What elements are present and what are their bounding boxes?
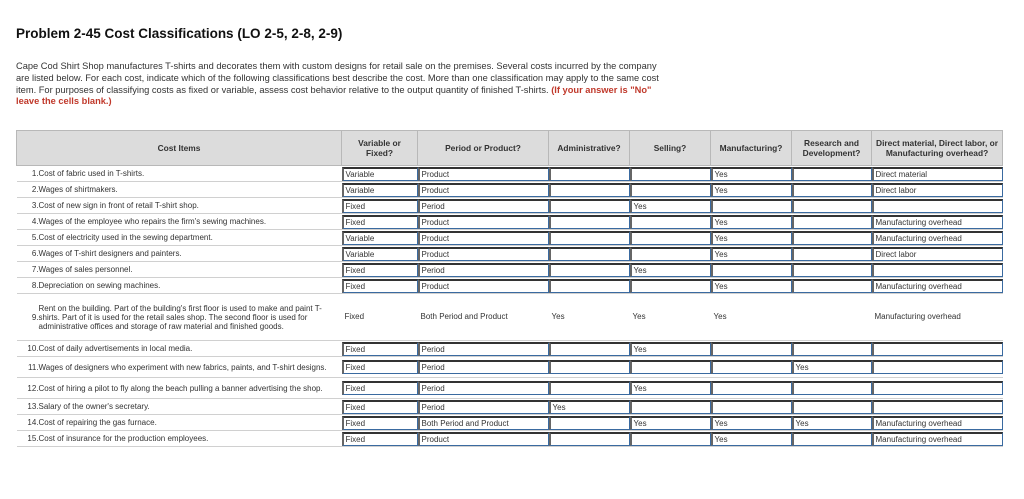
table-row — [17, 262, 1003, 278]
research-input[interactable]: Yes — [792, 360, 872, 374]
row-number: 10. — [17, 341, 39, 357]
administrative-input[interactable] — [549, 263, 630, 277]
period-product-cell — [418, 230, 549, 246]
period-product-cell — [418, 166, 549, 182]
manufacturing-cell — [711, 378, 792, 399]
period-product-input[interactable]: Period — [418, 381, 549, 395]
variable-fixed-input[interactable]: Variable — [342, 231, 418, 245]
row-number: 3. — [17, 198, 39, 214]
cost-item-label: Cost of electricity used in the sewing department. — [39, 230, 342, 246]
manufacturing-input[interactable]: Yes — [711, 215, 792, 229]
research-cell — [792, 431, 872, 447]
manufacturing-input[interactable]: Yes — [711, 247, 792, 261]
direct-cell — [872, 415, 1003, 431]
research-cell — [792, 246, 872, 262]
variable-fixed-cell — [342, 357, 418, 378]
variable-fixed-cell — [342, 182, 418, 198]
cost-item-label: Wages of the employee who repairs the firm's sewing machines. — [39, 214, 342, 230]
variable-fixed-cell — [342, 399, 418, 415]
cost-item-label: Salary of the owner's secretary. — [39, 399, 342, 415]
selling-cell — [630, 230, 711, 246]
header-cost-items: Cost Items — [17, 131, 342, 166]
research-input[interactable] — [792, 167, 872, 181]
direct-input[interactable] — [872, 360, 1003, 374]
selling-cell — [630, 399, 711, 415]
research-cell — [792, 399, 872, 415]
cost-classification-table — [16, 130, 1003, 447]
table-row — [17, 357, 1003, 378]
manufacturing-input[interactable]: Yes — [711, 432, 792, 446]
research-cell — [792, 198, 872, 214]
selling-cell — [630, 278, 711, 294]
variable-fixed-cell — [342, 262, 418, 278]
research-input[interactable] — [792, 432, 872, 446]
selling-input[interactable] — [630, 432, 711, 446]
period-product-input[interactable]: Period — [418, 360, 549, 374]
variable-fixed-input[interactable]: Fixed — [342, 263, 418, 277]
period-product-cell — [418, 262, 549, 278]
direct-input[interactable]: Manufacturing overhead — [872, 215, 1003, 229]
selling-input[interactable] — [630, 183, 711, 197]
variable-fixed-input[interactable]: Fixed — [342, 279, 418, 293]
administrative-cell — [549, 246, 630, 262]
administrative-cell — [549, 378, 630, 399]
manufacturing-input[interactable]: Yes — [711, 167, 792, 181]
direct-input[interactable]: Manufacturing overhead — [872, 416, 1003, 430]
table-row — [17, 214, 1003, 230]
administrative-cell — [549, 230, 630, 246]
period-product-input[interactable]: Both Period and Product — [420, 312, 508, 321]
manufacturing-cell — [711, 214, 792, 230]
research-cell — [792, 378, 872, 399]
research-cell — [792, 278, 872, 294]
selling-cell — [630, 357, 711, 378]
research-input[interactable] — [792, 263, 872, 277]
period-product-cell — [418, 214, 549, 230]
administrative-cell — [549, 166, 630, 182]
administrative-input[interactable] — [549, 199, 630, 213]
variable-fixed-cell — [342, 166, 418, 182]
selling-input[interactable] — [630, 215, 711, 229]
direct-cell — [872, 378, 1003, 399]
period-product-cell — [418, 399, 549, 415]
variable-fixed-input[interactable]: Fixed — [342, 381, 418, 395]
administrative-input[interactable] — [549, 279, 630, 293]
selling-cell — [630, 198, 711, 214]
selling-cell — [630, 415, 711, 431]
variable-fixed-cell — [342, 214, 418, 230]
period-product-input[interactable]: Period — [418, 342, 549, 356]
direct-input[interactable] — [872, 400, 1003, 414]
direct-cell — [872, 230, 1003, 246]
selling-cell — [630, 378, 711, 399]
administrative-cell — [549, 198, 630, 214]
manufacturing-cell — [711, 431, 792, 447]
administrative-input[interactable]: Yes — [551, 312, 565, 321]
research-input[interactable] — [792, 342, 872, 356]
variable-fixed-input[interactable]: Fixed — [342, 199, 418, 213]
manufacturing-input[interactable] — [711, 263, 792, 277]
variable-fixed-cell — [342, 294, 418, 341]
administrative-cell — [549, 431, 630, 447]
variable-fixed-input[interactable]: Fixed — [342, 400, 418, 414]
header-administrative: Administrative? — [549, 131, 630, 166]
instructions-warning: (If your answer is "No" leave the cells blank.) — [16, 84, 652, 107]
administrative-input[interactable] — [549, 167, 630, 181]
direct-input[interactable] — [872, 263, 1003, 277]
cost-item-label: Cost of insurance for the production employees. — [39, 431, 342, 447]
manufacturing-cell — [711, 230, 792, 246]
table-row — [17, 198, 1003, 214]
cost-item-label: Rent on the building. Part of the building's first floor is used to make and paint T-shirts. Part of it is used for the retail sales shop. The second floor is used for administrative offices and storage of raw material and finished goods. — [39, 294, 342, 341]
research-input[interactable] — [792, 215, 872, 229]
table-row — [17, 278, 1003, 294]
manufacturing-cell — [711, 246, 792, 262]
research-input[interactable] — [792, 381, 872, 395]
manufacturing-cell — [711, 198, 792, 214]
research-cell — [792, 262, 872, 278]
period-product-cell — [418, 378, 549, 399]
manufacturing-cell — [711, 278, 792, 294]
selling-cell — [630, 431, 711, 447]
table-row — [17, 166, 1003, 182]
manufacturing-cell — [711, 294, 792, 341]
direct-cell — [872, 198, 1003, 214]
selling-input[interactable]: Yes — [630, 381, 711, 395]
cost-item-label: Cost of fabric used in T-shirts. — [39, 166, 342, 182]
table-row — [17, 415, 1003, 431]
research-cell — [792, 341, 872, 357]
row-number: 11. — [17, 357, 39, 378]
row-number: 2. — [17, 182, 39, 198]
header-selling: Selling? — [630, 131, 711, 166]
research-input[interactable] — [792, 183, 872, 197]
administrative-input[interactable]: Yes — [549, 400, 630, 414]
manufacturing-input[interactable] — [711, 360, 792, 374]
variable-fixed-cell — [342, 378, 418, 399]
row-number: 8. — [17, 278, 39, 294]
direct-cell — [872, 357, 1003, 378]
selling-cell — [630, 294, 711, 341]
administrative-input[interactable] — [549, 215, 630, 229]
header-variable-fixed: Variable or Fixed? — [342, 131, 418, 166]
research-input[interactable] — [792, 199, 872, 213]
administrative-input[interactable] — [549, 183, 630, 197]
table-row — [17, 378, 1003, 399]
manufacturing-cell — [711, 182, 792, 198]
variable-fixed-cell — [342, 415, 418, 431]
row-number: 9. — [17, 294, 39, 341]
selling-input[interactable] — [630, 231, 711, 245]
period-product-cell — [418, 278, 549, 294]
direct-input[interactable]: Manufacturing overhead — [872, 432, 1003, 446]
period-product-input[interactable]: Product — [418, 231, 549, 245]
research-cell — [792, 230, 872, 246]
row-number: 5. — [17, 230, 39, 246]
selling-input[interactable]: Yes — [630, 263, 711, 277]
manufacturing-input[interactable]: Yes — [713, 312, 727, 321]
instructions-text: Cape Cod Shirt Shop manufactures T-shirts and decorates them with custom designs for retail sale on the premises. Several costs incurred by the company are listed below. For each cost, indicate which of the following classifications best describe the cost. More than one classification may apply to the same cost item. For purposes of classifying costs as fixed or variable, assess cost behavior relative to the output quantity of finished T-shirts. — [16, 61, 659, 95]
manufacturing-input[interactable] — [711, 342, 792, 356]
variable-fixed-input[interactable]: Fixed — [342, 416, 418, 430]
manufacturing-input[interactable]: Yes — [711, 416, 792, 430]
period-product-input[interactable]: Both Period and Product — [418, 416, 549, 430]
administrative-cell — [549, 415, 630, 431]
direct-input[interactable]: Direct material — [872, 167, 1003, 181]
administrative-input[interactable] — [549, 381, 630, 395]
table-body — [17, 166, 1003, 447]
variable-fixed-cell — [342, 278, 418, 294]
table-row — [17, 182, 1003, 198]
variable-fixed-input[interactable]: Variable — [342, 167, 418, 181]
direct-input[interactable]: Manufacturing overhead — [872, 279, 1003, 293]
direct-cell — [872, 246, 1003, 262]
selling-input[interactable] — [630, 167, 711, 181]
manufacturing-cell — [711, 262, 792, 278]
administrative-cell — [549, 278, 630, 294]
manufacturing-input[interactable]: Yes — [711, 279, 792, 293]
period-product-input[interactable]: Product — [418, 183, 549, 197]
period-product-input[interactable]: Period — [418, 263, 549, 277]
direct-cell — [872, 214, 1003, 230]
manufacturing-input[interactable]: Yes — [711, 231, 792, 245]
variable-fixed-input[interactable]: Fixed — [344, 312, 365, 321]
table-row — [17, 294, 1003, 341]
direct-input[interactable] — [872, 342, 1003, 356]
header-direct: Direct material, Direct labor, or Manufacturing overhead? — [872, 131, 1003, 166]
manufacturing-cell — [711, 357, 792, 378]
row-number: 13. — [17, 399, 39, 415]
header-period-product: Period or Product? — [418, 131, 549, 166]
period-product-cell — [418, 198, 549, 214]
period-product-input[interactable]: Period — [418, 400, 549, 414]
variable-fixed-input[interactable]: Variable — [342, 183, 418, 197]
selling-cell — [630, 166, 711, 182]
cost-item-label: Wages of designers who experiment with new fabrics, paints, and T-shirt designs. — [39, 357, 342, 378]
cost-item-label: Wages of T-shirt designers and painters. — [39, 246, 342, 262]
period-product-cell — [418, 182, 549, 198]
cost-item-label: Cost of repairing the gas furnace. — [39, 415, 342, 431]
manufacturing-input[interactable] — [711, 381, 792, 395]
research-cell — [792, 415, 872, 431]
period-product-cell — [418, 431, 549, 447]
research-cell — [792, 182, 872, 198]
row-number: 14. — [17, 415, 39, 431]
administrative-input[interactable] — [549, 231, 630, 245]
manufacturing-input[interactable] — [711, 199, 792, 213]
selling-cell — [630, 246, 711, 262]
selling-cell — [630, 262, 711, 278]
selling-input[interactable]: Yes — [632, 312, 646, 321]
research-input[interactable] — [792, 279, 872, 293]
variable-fixed-input[interactable]: Fixed — [342, 215, 418, 229]
manufacturing-cell — [711, 415, 792, 431]
research-input[interactable]: Yes — [792, 416, 872, 430]
selling-input[interactable]: Yes — [630, 199, 711, 213]
period-product-input[interactable]: Product — [418, 167, 549, 181]
research-cell — [792, 214, 872, 230]
header-row — [17, 131, 1003, 166]
direct-input[interactable] — [872, 199, 1003, 213]
direct-cell — [872, 294, 1003, 341]
direct-cell — [872, 431, 1003, 447]
selling-cell — [630, 341, 711, 357]
selling-cell — [630, 182, 711, 198]
direct-cell — [872, 262, 1003, 278]
cost-item-label: Cost of daily advertisements in local media. — [39, 341, 342, 357]
selling-cell — [630, 214, 711, 230]
table-row — [17, 341, 1003, 357]
row-number: 12. — [17, 378, 39, 399]
direct-cell — [872, 182, 1003, 198]
period-product-input[interactable]: Product — [418, 279, 549, 293]
direct-cell — [872, 166, 1003, 182]
cost-item-label: Cost of hiring a pilot to fly along the beach pulling a banner advertising the shop. — [39, 378, 342, 399]
variable-fixed-cell — [342, 431, 418, 447]
cost-item-label: Cost of new sign in front of retail T-shirt shop. — [39, 198, 342, 214]
research-cell — [792, 357, 872, 378]
cost-item-label: Depreciation on sewing machines. — [39, 278, 342, 294]
instructions — [16, 61, 666, 108]
direct-input[interactable]: Direct labor — [872, 183, 1003, 197]
row-number: 15. — [17, 431, 39, 447]
direct-input[interactable]: Manufacturing overhead — [872, 231, 1003, 245]
header-research: Research and Development? — [792, 131, 872, 166]
table-row — [17, 246, 1003, 262]
manufacturing-cell — [711, 341, 792, 357]
administrative-cell — [549, 357, 630, 378]
research-cell — [792, 166, 872, 182]
administrative-cell — [549, 341, 630, 357]
direct-cell — [872, 341, 1003, 357]
administrative-input[interactable] — [549, 432, 630, 446]
selling-input[interactable]: Yes — [630, 342, 711, 356]
cost-item-label: Wages of shirtmakers. — [39, 182, 342, 198]
row-number: 7. — [17, 262, 39, 278]
administrative-cell — [549, 182, 630, 198]
manufacturing-cell — [711, 399, 792, 415]
cost-item-label: Wages of sales personnel. — [39, 262, 342, 278]
variable-fixed-cell — [342, 341, 418, 357]
table-row — [17, 230, 1003, 246]
selling-input[interactable]: Yes — [630, 416, 711, 430]
variable-fixed-cell — [342, 230, 418, 246]
row-number: 6. — [17, 246, 39, 262]
page-title: Problem 2-45 Cost Classifications (LO 2-5, 2-8, 2-9) — [16, 26, 343, 41]
research-input[interactable] — [792, 231, 872, 245]
period-product-input[interactable]: Product — [418, 215, 549, 229]
variable-fixed-cell — [342, 198, 418, 214]
administrative-cell — [549, 294, 630, 341]
direct-input[interactable]: Direct labor — [872, 247, 1003, 261]
manufacturing-input[interactable] — [711, 400, 792, 414]
administrative-input[interactable] — [549, 247, 630, 261]
administrative-cell — [549, 399, 630, 415]
period-product-cell — [418, 415, 549, 431]
period-product-input[interactable]: Product — [418, 432, 549, 446]
direct-cell — [872, 278, 1003, 294]
period-product-cell — [418, 246, 549, 262]
research-input[interactable] — [792, 400, 872, 414]
administrative-cell — [549, 214, 630, 230]
manufacturing-cell — [711, 166, 792, 182]
table-row — [17, 399, 1003, 415]
selling-input[interactable] — [630, 400, 711, 414]
variable-fixed-input[interactable]: Fixed — [342, 360, 418, 374]
period-product-cell — [418, 357, 549, 378]
period-product-cell — [418, 341, 549, 357]
manufacturing-input[interactable]: Yes — [711, 183, 792, 197]
research-cell — [792, 294, 872, 341]
research-input[interactable] — [792, 247, 872, 261]
direct-input[interactable]: Manufacturing overhead — [874, 312, 961, 321]
row-number: 4. — [17, 214, 39, 230]
administrative-input[interactable] — [549, 360, 630, 374]
period-product-cell — [418, 294, 549, 341]
table-row — [17, 431, 1003, 447]
variable-fixed-input[interactable]: Variable — [342, 247, 418, 261]
variable-fixed-input[interactable]: Fixed — [342, 432, 418, 446]
period-product-input[interactable]: Product — [418, 247, 549, 261]
selling-input[interactable] — [630, 247, 711, 261]
selling-input[interactable] — [630, 360, 711, 374]
header-manufacturing: Manufacturing? — [711, 131, 792, 166]
direct-cell — [872, 399, 1003, 415]
row-number: 1. — [17, 166, 39, 182]
period-product-input[interactable]: Period — [418, 199, 549, 213]
selling-input[interactable] — [630, 279, 711, 293]
variable-fixed-cell — [342, 246, 418, 262]
direct-input[interactable] — [872, 381, 1003, 395]
administrative-input[interactable] — [549, 416, 630, 430]
variable-fixed-input[interactable]: Fixed — [342, 342, 418, 356]
administrative-cell — [549, 262, 630, 278]
administrative-input[interactable] — [549, 342, 630, 356]
